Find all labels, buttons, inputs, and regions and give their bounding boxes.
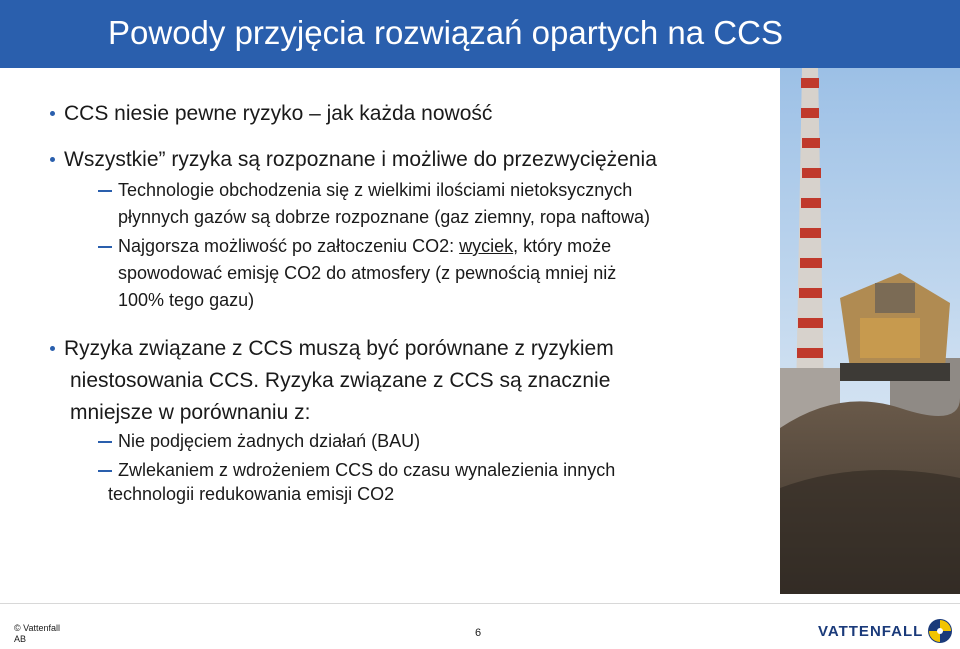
dash-icon: [98, 470, 112, 472]
slide-title: Powody przyjęcia rozwiązań opartych na CCS: [108, 14, 783, 51]
bullet-3-line-3: [70, 397, 310, 429]
bullet-dot-icon: [50, 157, 55, 162]
dash-icon: [98, 190, 112, 192]
page-number: 6: [475, 627, 482, 639]
bullet-dot-icon: [50, 346, 55, 351]
bullet-1: [64, 98, 492, 130]
bullet-dot-icon: [50, 111, 55, 116]
sub-bullet-4-line-1: [118, 457, 615, 484]
dash-icon: [98, 246, 112, 248]
bullet-3-text: Ryzyka związane z CCS muszą być porównane z ryzykiem: [64, 337, 614, 360]
dash-icon: [98, 441, 112, 443]
sub-bullet-text: Nie podjęciem żadnych działań (BAU): [118, 431, 421, 451]
copyright: [14, 623, 74, 645]
sub-bullet-1-line-1: [118, 177, 632, 204]
sub-bullet-text: technologii redukowania emisji CO2: [108, 484, 395, 504]
bullet-3-line-2: [70, 365, 610, 397]
copyright-line-1: © Vattenfall: [14, 623, 60, 633]
vattenfall-logo: [818, 618, 953, 644]
vattenfall-sun-icon: [927, 618, 953, 644]
sub-bullet-text: 100% tego gazu): [118, 290, 255, 310]
sub-bullet-1-line-2: [118, 204, 650, 231]
sub-bullet-4-line-2: [108, 481, 394, 508]
bullet-3-line-1: [64, 333, 614, 365]
sub-bullet-text: Najgorsza możliwość po załtoczeniu CO2:: [118, 236, 460, 256]
sub-bullet-3: [118, 428, 420, 455]
bullet-2-text: Wszystkie” ryzyka są rozpoznane i możliwe do przezwyciężenia: [64, 148, 657, 171]
logo-text: VATTENFALL: [818, 622, 924, 640]
bullet-1-text: CCS niesie pewne ryzyko – jak każda nowość: [64, 102, 493, 125]
sub-bullet-text: , który może: [513, 236, 612, 256]
bullet-3-text: niestosowania CCS. Ryzyka związane z CCS są znacznie: [70, 369, 611, 392]
leak-link[interactable]: wyciek: [459, 236, 514, 256]
bullet-2: [64, 144, 657, 176]
sub-bullet-text: spowodować emisję CO2 do atmosfery (z pewnością mniej niż: [118, 263, 617, 283]
sub-bullet-2-line-1: [118, 233, 611, 260]
sub-bullet-text: Technologie obchodzenia się z wielkimi ilościami nietoksycznych: [118, 180, 633, 200]
sub-bullet-text: Zwlekaniem z wdrożeniem CCS do czasu wynalezienia innych: [118, 460, 616, 480]
copyright-line-2: AB: [14, 634, 27, 644]
chimney-excavator-photo: [780, 68, 960, 594]
sub-bullet-2-line-3: [118, 287, 254, 314]
bullet-3-text: mniejsze w porównaniu z:: [70, 401, 311, 424]
sub-bullet-text: płynnych gazów są dobrze rozpoznane (gaz ziemny, ropa naftowa): [118, 207, 650, 227]
sub-bullet-2-line-2: [118, 260, 616, 287]
footer-divider: [0, 603, 960, 604]
